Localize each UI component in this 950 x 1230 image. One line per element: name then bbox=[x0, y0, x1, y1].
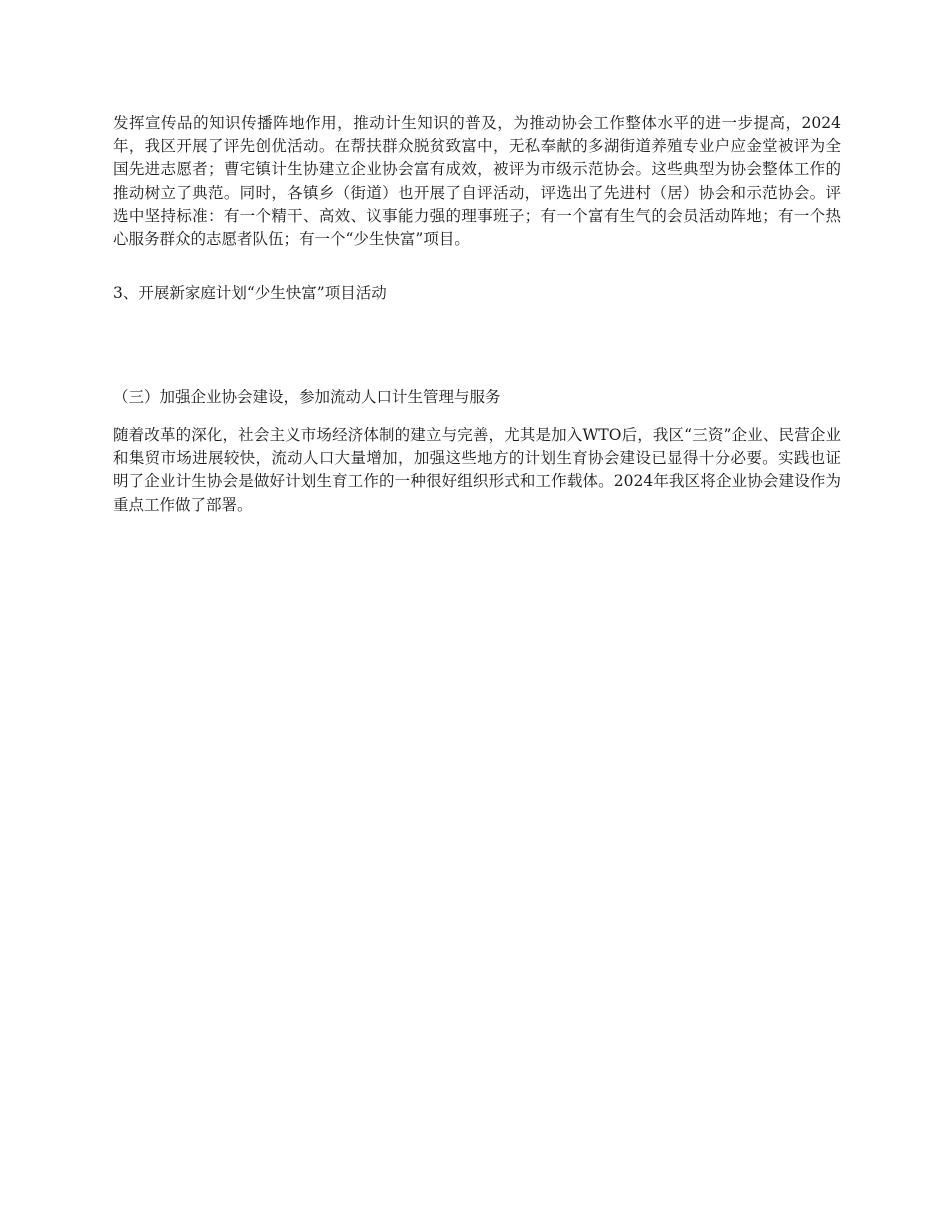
section-heading-new-family-plan: 3、开展新家庭计划“少生快富”项目活动 bbox=[113, 284, 387, 302]
section-heading-enterprise-association: （三）加强企业协会建设，参加流动人口计生管理与服务 bbox=[113, 388, 501, 406]
paragraph-enterprise-association: 随着改革的深化，社会主义市场经济体制的建立与完善，尤其是加入WTO后，我区“三资”企业、民营企业和集贸市场进展较快，流动人口大量增加，加强这些地方的计划生育协会建设已显得十分必要。实践也证明了企业计生协会是做好计划生育工作的一种很好组织形式和工作载体。2024年我区将企业协会建设作为重点工作做了部署。 bbox=[113, 426, 841, 514]
paragraph-awards: 发挥宣传品的知识传播阵地作用，推动计生知识的普及，为推动协会工作整体水平的进一步提高，2024年，我区开展了评先创优活动。在帮扶群众脱贫致富中，无私奉献的多湖街道养殖专业户应金堂被评为全国先进志愿者；曹宅镇计生协建立企业协会富有成效，被评为市级示范协会。这些典型为协会整体工作的推动树立了典范。同时，各镇乡（街道）也开展了自评活动，评选出了先进村（居）协会和示范协会。评选中坚持标准：有一个精干、高效、议事能力强的理事班子；有一个富有生气的会员活动阵地；有一个热心服务群众的志愿者队伍；有一个“少生快富”项目。 bbox=[113, 114, 841, 249]
